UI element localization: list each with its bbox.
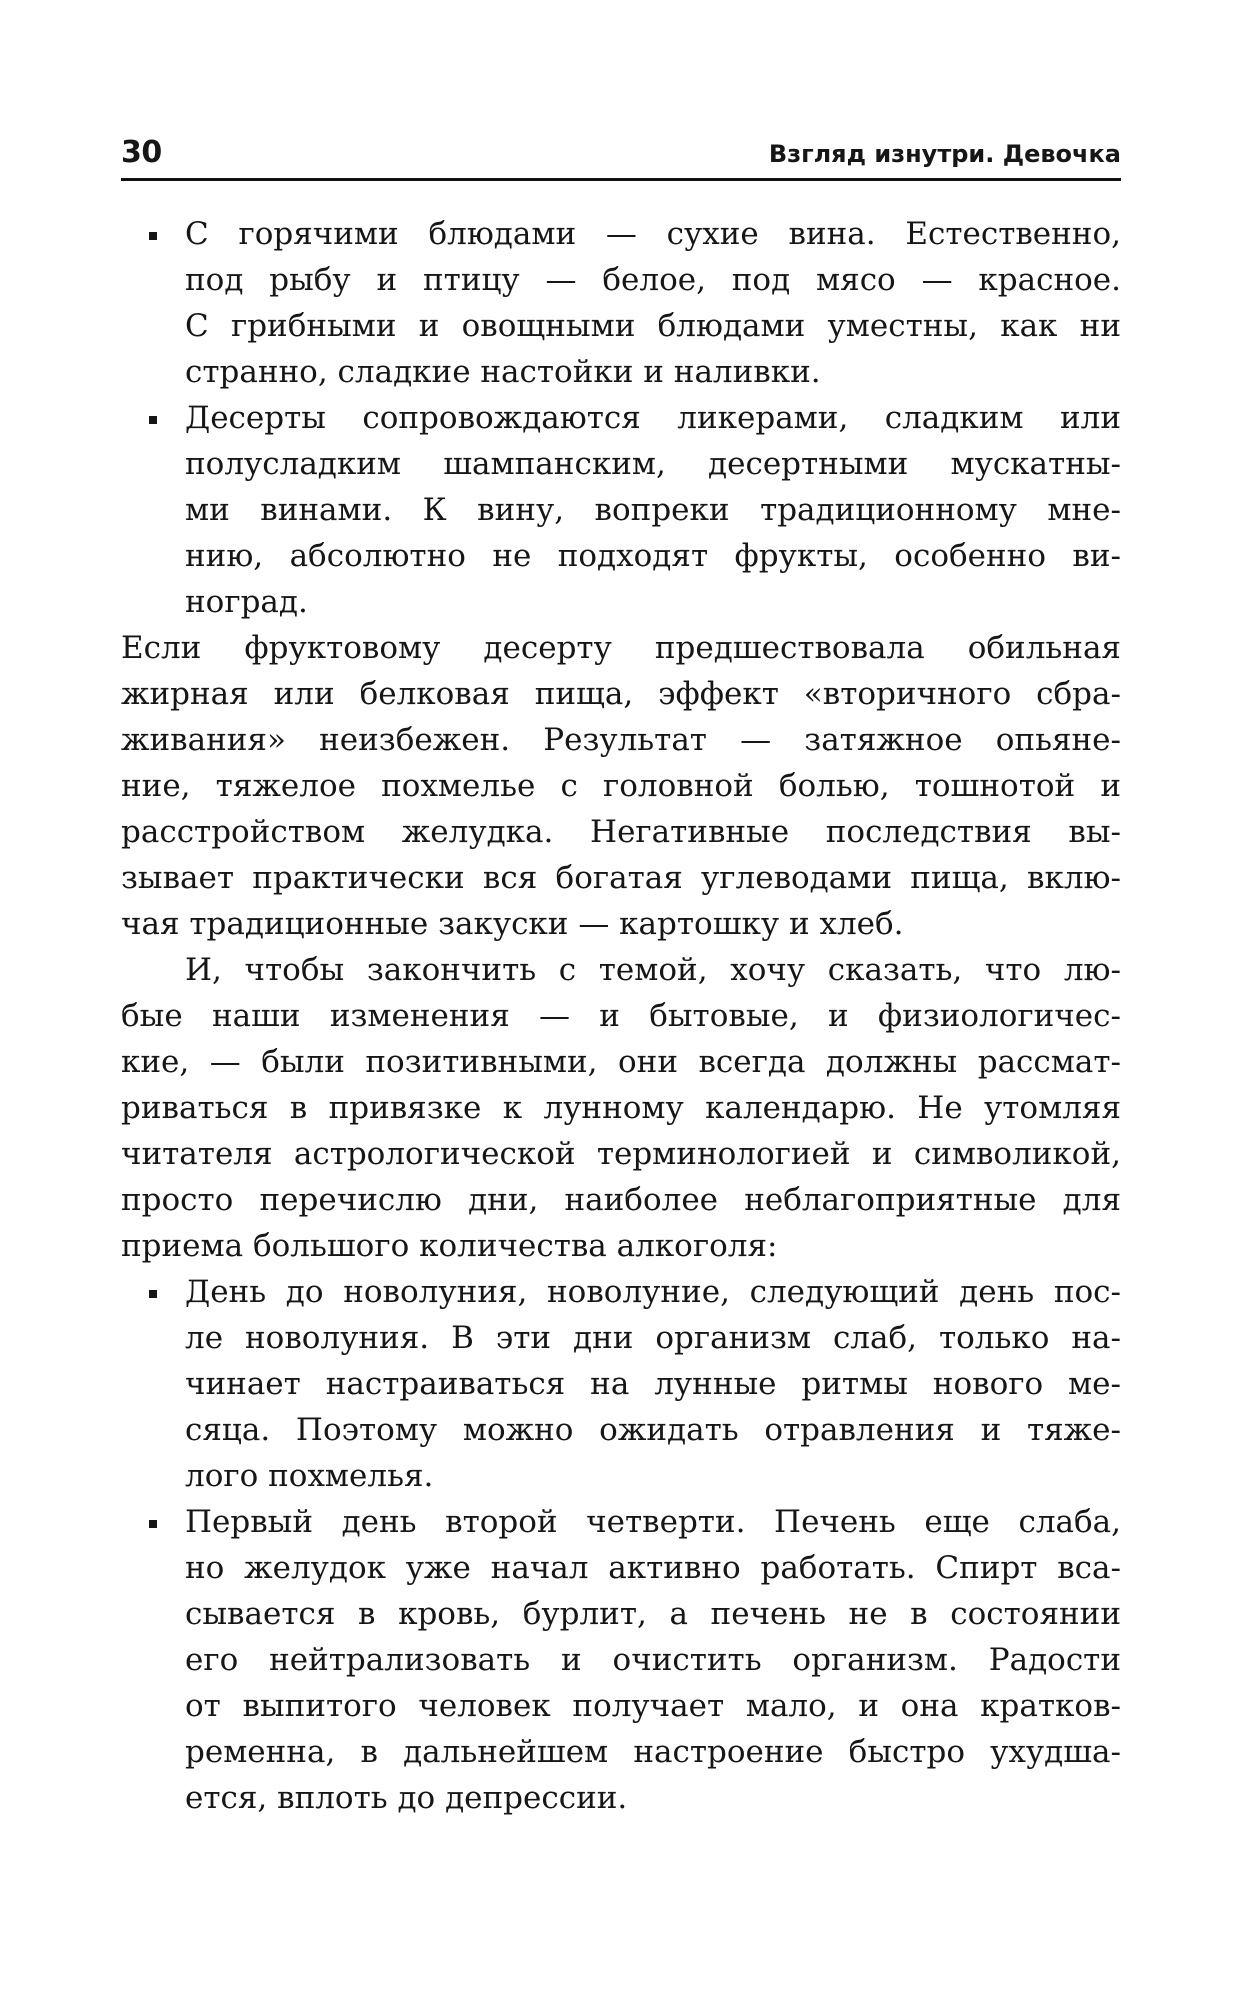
bullet-marker-icon — [149, 416, 157, 424]
text-line: Десерты сопровождаются ликерами, сладким или — [185, 400, 1121, 436]
text-line: И, чтобы закончить с темой, хочу сказать, что лю- — [185, 952, 1121, 988]
text-line: чинает настраиваться на лунные ритмы нового ме- — [185, 1366, 1121, 1402]
text-line: С горячими блюдами — сухие вина. Естественно, — [185, 216, 1121, 252]
text-line: его нейтрализовать и очистить организм. Радости — [185, 1642, 1121, 1678]
text-line: Если фруктовому десерту предшествовала обильная — [121, 630, 1121, 666]
text-line: бые наши изменения — и бытовые, и физиологичес- — [121, 998, 1121, 1034]
text-line: Первый день второй четверти. Печень еще слаба, — [185, 1504, 1121, 1540]
running-header — [121, 128, 1121, 181]
text-line: лого похмелья. — [185, 1458, 434, 1494]
body-text — [121, 211, 1121, 1821]
text-line: кие, — были позитивными, они всегда должны рассмат- — [121, 1044, 1121, 1080]
text-line: ние, тяжелое похмелье с головной болью, тошнотой и — [121, 768, 1121, 804]
text-line: но желудок уже начал активно работать. Спирт вса- — [185, 1550, 1121, 1586]
text-line: жирная или белковая пища, эффект «вторичного сбра- — [121, 676, 1121, 712]
text-line: живания» неизбежен. Результат — затяжное опьяне- — [121, 722, 1121, 758]
text-line: риваться в привязке к лунному календарю. Не утомляя — [121, 1090, 1121, 1126]
text-line: сывается в кровь, бурлит, а печень не в состоянии — [185, 1596, 1121, 1632]
text-line: ноград. — [185, 584, 308, 620]
bullet-item — [121, 211, 1121, 395]
text-line: чая традиционные закуски — картошку и хлеб. — [121, 906, 904, 942]
bullet-item — [121, 1499, 1121, 1821]
text-line: под рыбу и птицу — белое, под мясо — красное. — [185, 262, 1121, 298]
bullet-item — [121, 1269, 1121, 1499]
text-line: сяца. Поэтому можно ожидать отравления и тяже- — [185, 1412, 1121, 1448]
bullet-marker-icon — [149, 1290, 157, 1298]
text-line: нию, абсолютно не подходят фрукты, особенно ви- — [185, 538, 1121, 574]
text-line: просто перечислю дни, наиболее неблагоприятные для — [121, 1182, 1121, 1218]
paragraph — [121, 947, 1121, 1269]
bullet-marker-icon — [149, 232, 157, 240]
text-line: зывает практически вся богатая углеводами пища, вклю- — [121, 860, 1121, 896]
text-line: читателя астрологической терминологией и символикой, — [121, 1136, 1121, 1172]
text-line: странно, сладкие настойки и наливки. — [185, 354, 821, 390]
text-line: ле новолуния. В эти дни организм слаб, только на- — [185, 1320, 1121, 1356]
running-title: Взгляд изнутри. Девочка — [768, 140, 1121, 168]
bullet-marker-icon — [149, 1520, 157, 1528]
text-line: расстройством желудка. Негативные последствия вы- — [121, 814, 1121, 850]
bullet-item — [121, 395, 1121, 625]
text-line: приема большого количества алкоголя: — [121, 1228, 778, 1264]
text-line: полусладким шампанским, десертными мускатны- — [185, 446, 1121, 482]
text-line: День до новолуния, новолуние, следующий день пос- — [185, 1274, 1121, 1310]
paragraph — [121, 625, 1121, 947]
text-line: ми винами. К вину, вопреки традиционному мне- — [185, 492, 1121, 528]
text-line: ется, вплоть до депрессии. — [185, 1780, 628, 1816]
page-number: 30 — [121, 135, 162, 170]
text-line: ременна, в дальнейшем настроение быстро ухудша- — [185, 1734, 1121, 1770]
text-line: С грибными и овощными блюдами уместны, как ни — [185, 308, 1121, 344]
text-line: от выпитого человек получает мало, и она кратков- — [185, 1688, 1121, 1724]
